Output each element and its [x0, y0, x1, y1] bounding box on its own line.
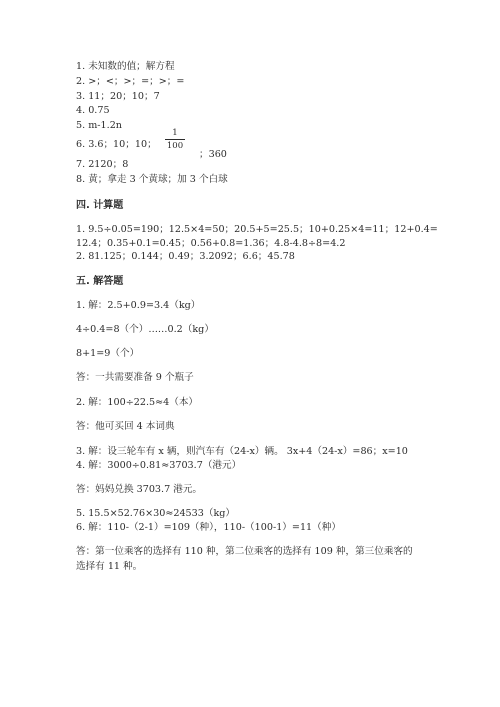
solution-line: 3. 解：设三轮车有 x 辆，则汽车有（24-x）辆。 3x+4（24-x）=86；x=10	[76, 446, 408, 457]
solution-line: 6. 解：110-（2-1）=109（种），110-（100-1）=11（种）	[76, 522, 341, 533]
fraction-bar	[165, 139, 185, 140]
section-heading: 四. 计算题	[76, 200, 124, 211]
answer-line: 2. >；<；>；=；>；=	[76, 76, 185, 87]
fraction-denominator: 100	[166, 141, 184, 151]
solution-line: 答：妈妈兑换 3703.7 港元。	[76, 484, 203, 495]
answer-line-6-suffix: ；360	[199, 148, 227, 160]
solution-line: 8+1=9（个）	[76, 348, 140, 359]
solution-line: 答：一共需要准备 9 个瓶子	[76, 372, 194, 383]
calc-line: 1. 9.5÷0.05=190；12.5×4=50；20.5+5=25.5；10+0.25×4=11；12+0.4=	[76, 224, 438, 235]
solution-line: 选择有 11 种。	[76, 561, 143, 572]
answer-line: 4. 0.75	[76, 105, 110, 116]
calc-line: 2. 81.125；0.144；0.49；3.2092；6.6；45.78	[76, 251, 295, 262]
answer-line: 5. m-1.2n	[76, 120, 122, 131]
answer-line: 8. 黄；拿走 3 个黄球；加 3 个白球	[76, 174, 228, 185]
solution-line: 答：第一位乘客的选择有 110 种，第二位乘客的选择有 109 种，第三位乘客的	[76, 546, 413, 557]
answer-line-6: 6. 3.6；10；10；	[76, 139, 157, 150]
fraction-numerator: 1	[172, 128, 178, 138]
solution-line: 1. 解：2.5+0.9=3.4（kg）	[76, 300, 201, 311]
solution-line: 2. 解：100÷22.5≈4（本）	[76, 397, 199, 408]
answer-line: 3. 11；20；10；7	[76, 91, 160, 102]
solution-line: 4÷0.4=8（个）……0.2（kg）	[76, 324, 214, 335]
section-heading: 五. 解答题	[76, 276, 124, 287]
answer-line: 1. 未知数的值；解方程	[76, 61, 175, 72]
fraction	[165, 128, 185, 151]
calc-line: 12.4；0.35+0.1=0.45；0.56+0.8=1.36；4.8-4.8÷8=4.2	[76, 238, 346, 249]
solution-line: 答：他可买回 4 本词典	[76, 421, 175, 432]
answer-line: 7. 2120；8	[76, 159, 129, 170]
solution-line: 5. 15.5×52.76×30≈24533（kg）	[76, 508, 236, 519]
solution-line: 4. 解：3000÷0.81≈3703.7（港元）	[76, 460, 242, 471]
